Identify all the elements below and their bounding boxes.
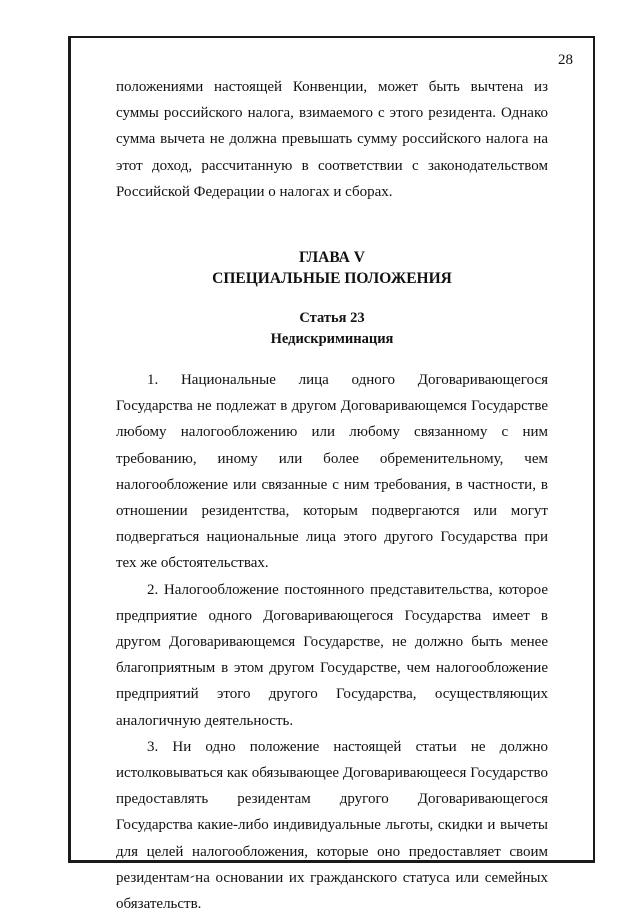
page-frame [68,36,595,913]
intro-paragraph: положениями настоящей Конвенции, может быть вычтена из суммы российского налога, взимаемого с этого резидента. Однако сумма вычета не должна превышать сумму российского налога на этот доход, рассчитанную в соответствии с законодательством Российской Федерации о налогах и сборах. [116,79,548,200]
article-title: Недискриминация [270,331,394,348]
article-paragraph-1: 1. Национальные лица одного Договаривающегося Государства не подлежат в другом Договаривающемся Государстве любому налогообложению или любому связанному с ним требованию, иному или более обременительному, чем налогообложение или связанные с ним требования, в частности, в отношении резидентства, которым подвергаются или могут подвергаться национальные лица этого другого Государства при тех же обстоятельствах. [116,372,548,572]
chapter-number: ГЛАВА V [299,249,365,267]
article-paragraph-3: 3. Ни одно положение настоящей статьи не должно истолковываться как обязывающее Договаривающееся Государство предоставлять резидентам другого Договаривающегося Государства какие-либо индивидуальные льготы, скидки и вычеты для целей налогообложения, которые оно предоставляет своим резидентам на основании их гражданского статуса или семейных обязательств. [116,738,548,913]
page-number: 28 [558,52,573,68]
article-paragraph-2: 2. Налогообложение постоянного представительства, которое предприятие одного Договаривающегося Государства имеет в другом Договаривающемся Государстве, не должно быть менее благоприятным в этом другом Государстве, чем налогообложение предприятий этого другого Государства, осуществляющих аналогичную деятельность. [116,581,548,729]
chapter-title: СПЕЦИАЛЬНЫЕ ПОЛОЖЕНИЯ [212,270,452,288]
document-body [116,74,548,917]
article-body [116,367,548,917]
article-number: Статья 23 [299,310,365,327]
